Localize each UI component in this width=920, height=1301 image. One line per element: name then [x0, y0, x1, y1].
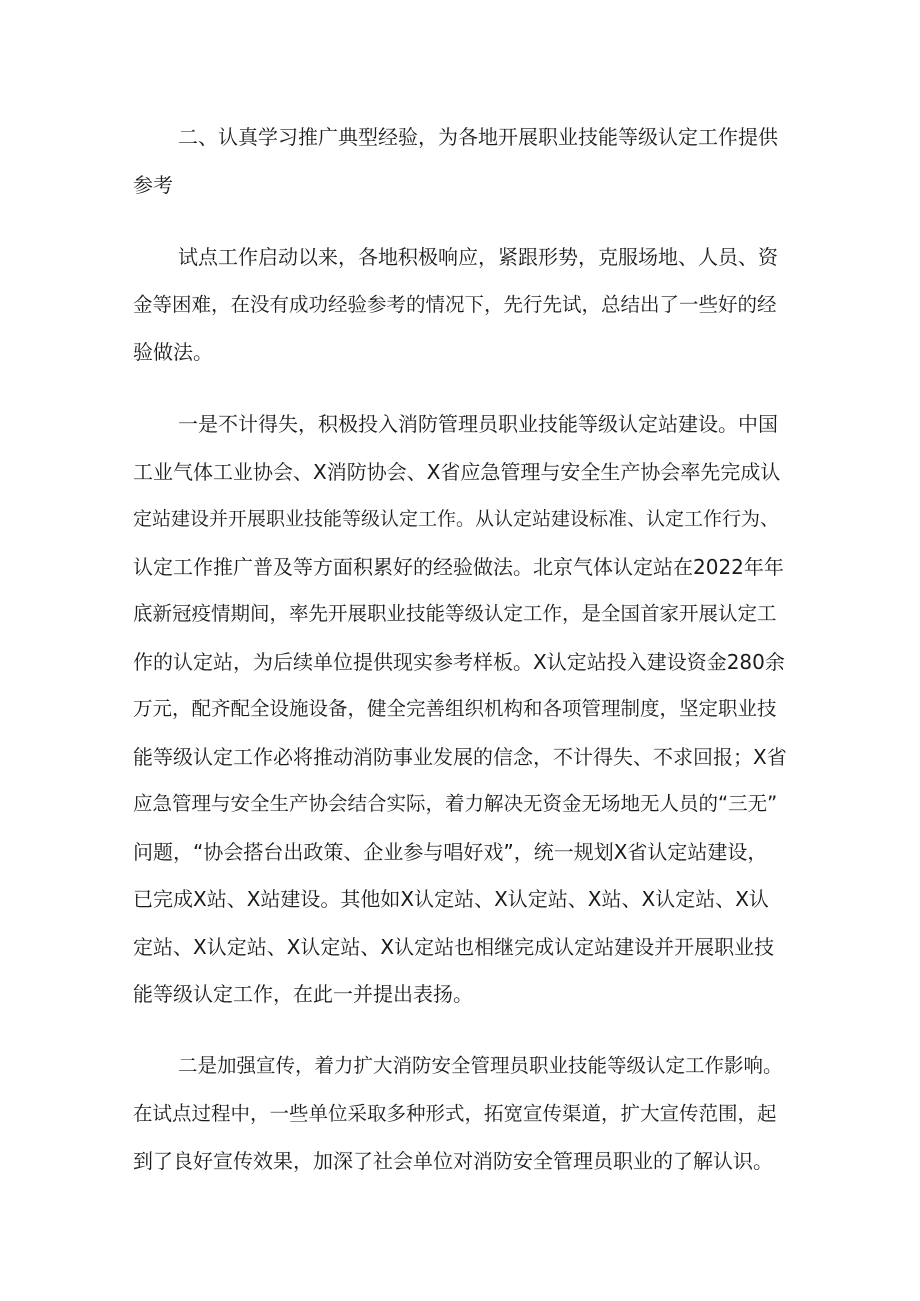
paragraph-line: 应急管理与安全生产协会结合实际，着力解决无资金无场地无人员的“三无” — [133, 792, 778, 815]
paragraph-line: 万元，配齐配全设施设备，健全完善组织机构和各项管理制度，坚定职业技 — [133, 697, 777, 720]
paragraph-line: 已完成X站、X站建设。其他如X认定站、X认定站、X站、X认定站、X认 — [133, 887, 769, 911]
paragraph-line: 二是加强宣传，着力扩大消防安全管理员职业技能等级认定工作影响。 — [178, 1054, 783, 1077]
paragraph-line: 验做法。 — [133, 340, 213, 364]
paragraph-line: 能等级认定工作，在此一并提出表扬。 — [133, 982, 473, 1006]
paragraph-line: 试点工作启动以来，各地积极响应，紧跟形势，克服场地、人员、资 — [178, 245, 778, 269]
paragraph-line: 一是不计得失，积极投入消防管理员职业技能等级认定站建设。中国 — [178, 412, 778, 436]
paragraph-line: 定站建设并开展职业技能等级认定工作。从认定站建设标准、认定工作行为、 — [133, 508, 780, 530]
paragraph-line: 底新冠疫情期间，率先开展职业技能等级认定工作，是全国首家开展认定工 — [133, 602, 777, 625]
paragraph-line: 认定工作推广普及等方面积累好的经验做法。北京气体认定站在2022年年 — [133, 555, 784, 579]
paragraph-line: 问题，“协会搭台出政策、企业参与唱好戏”，统一规划X省认定站建设， — [133, 840, 768, 864]
paragraph-line: 作的认定站，为后续单位提供现实参考样板。X认定站投入建设资金280余 — [133, 650, 785, 674]
paragraph-line: 在试点过程中，一些单位采取多种形式，拓宽宣传渠道，扩大宣传范围，起 — [133, 1102, 777, 1125]
paragraph-line: 到了良好宣传效果，加深了社会单位对消防安全管理员职业的了解认识。 — [133, 1149, 773, 1173]
paragraph-line: 工业气体工业协会、X消防协会、X省应急管理与安全生产协会率先完成认 — [133, 460, 781, 484]
heading-line: 参考 — [133, 173, 173, 197]
heading-line: 二、认真学习推广典型经验，为各地开展职业技能等级认定工作提供 — [178, 125, 778, 149]
paragraph-line: 能等级认定工作必将推动消防事业发展的信念，不计得失、不求回报；X省 — [133, 745, 787, 769]
paragraph-line: 金等困难，在没有成功经验参考的情况下，先行先试，总结出了一些好的经 — [133, 293, 777, 316]
paragraph-line: 定站、X认定站、X认定站、X认定站也相继完成认定站建设并开展职业技 — [133, 935, 775, 959]
